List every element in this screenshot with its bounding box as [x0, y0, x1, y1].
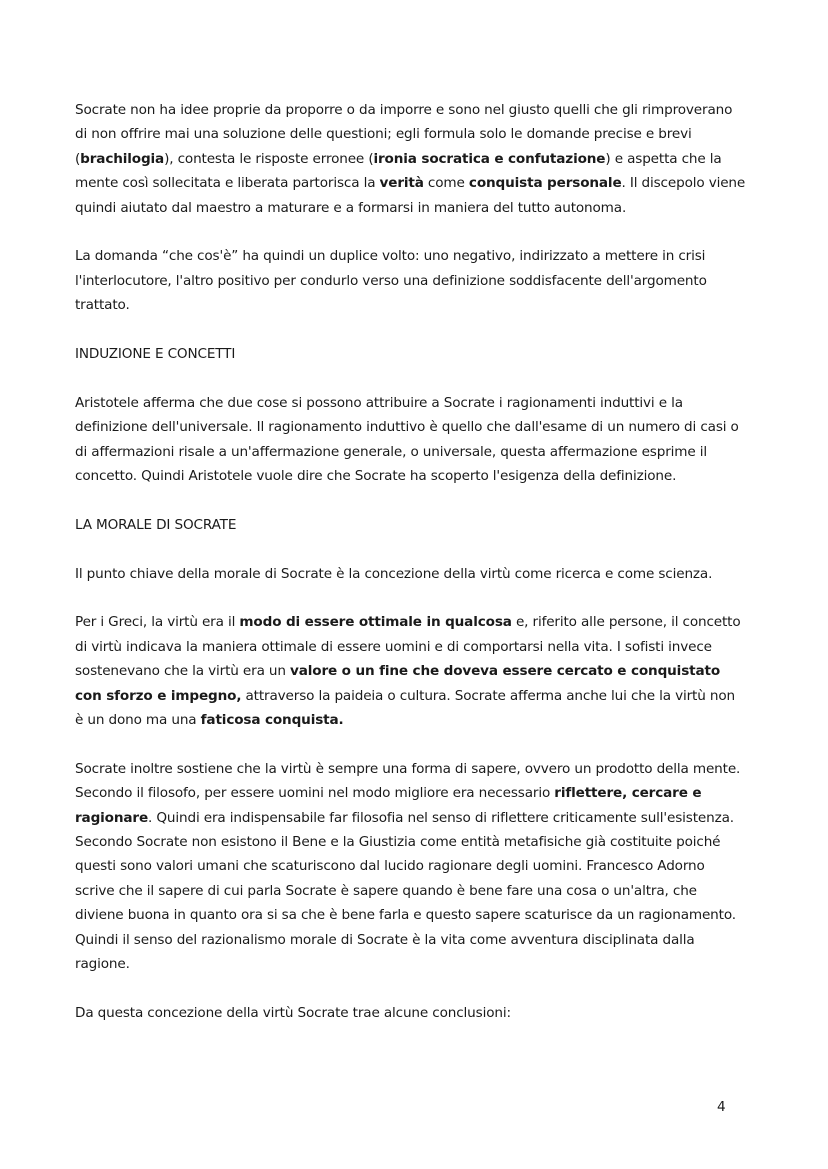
text-span: Socrate inoltre sostiene che la virtù è sempre una forma di sapere, ovvero un prodotto della mente. Secondo il filosofo, per essere uomini nel modo migliore era necessario	[75, 760, 741, 802]
document-page	[75, 98, 747, 1050]
page-number: 4	[717, 1099, 726, 1115]
paragraph-sapere	[75, 757, 747, 977]
text-span: . Quindi era indispensabile far filosofia nel senso di riflettere criticamente sull'esistenza. Secondo Socrate non esistono il Bene e la Giustizia come entità metafisiche già costituite poiché questi sono valori umani che scaturiscono dal lucido ragionare degli uomini. Francesco Adorno scrive che il sapere di cui parla Socrate è sapere quando è bene fare una cosa o un'altra, che diviene buona in quanto ora si sa che è bene farla e questo sapere scaturisce da un ragionamento. Quindi il senso del razionalismo morale di Socrate è la vita come avventura disciplinata dalla ragione.	[75, 809, 736, 973]
paragraph-maieutica	[75, 98, 747, 220]
bold-term-valore: valore o un fine che doveva essere cercato e conquistato con sforzo e impegno,	[75, 663, 721, 704]
paragraph-aristotele: Aristotele afferma che due cose si possono attribuire a Socrate i ragionamenti induttivi e la definizione dell'universale. Il ragionamento induttivo è quello che dall'esame di un numero di casi o di affermazioni risale a un'affermazione generale, o universale, questa affermazione esprime il concetto. Quindi Aristotele vuole dire che Socrate ha scoperto l'esigenza della definizione.	[75, 394, 739, 485]
text-span: . Il discepolo viene quindi aiutato dal maestro a maturare e a formarsi in maniera del tutto autonoma.	[75, 175, 746, 216]
section-heading-induzione: INDUZIONE E CONCETTI	[75, 346, 236, 363]
bold-term-conquista: conquista personale	[468, 175, 622, 192]
bold-term-modo: modo di essere ottimale in qualcosa	[239, 614, 512, 631]
bold-term-ironia: ironia socratica e confutazione	[373, 150, 606, 167]
paragraph-domanda: La domanda “che cos'è” ha quindi un duplice volto: uno negativo, indirizzato a mettere in crisi l'interlocutore, l'altro positivo per condurlo verso una definizione soddisfacente dell'argomento trattato.	[75, 248, 707, 314]
text-span: come	[423, 175, 469, 192]
paragraph-conclusioni: Da questa concezione della virtù Socrate trae alcune conclusioni:	[75, 1004, 511, 1021]
text-span: ) e aspetta che la mente così sollecitata e liberata partorisca la	[75, 150, 722, 192]
text-span: ), contesta le risposte erronee (	[164, 150, 374, 167]
text-span: Socrate non ha idee proprie da proporre o da imporre e sono nel giusto quelli che gli rimproverano di non offrire mai una soluzione delle questioni; egli formula solo le domande precise e brevi (	[75, 102, 733, 167]
bold-term-brachilogia: brachilogia	[80, 150, 165, 167]
text-span: e, riferito alle persone, il concetto di virtù indicava la maniera ottimale di essere uomini e di comportarsi nella vita. I sofisti invece sostenevano che la virtù era un	[75, 614, 741, 680]
section-heading-morale: LA MORALE DI SOCRATE	[75, 516, 237, 533]
paragraph-punto-chiave: Il punto chiave della morale di Socrate è la concezione della virtù come ricerca e come scienza.	[75, 565, 713, 582]
text-span: attraverso la paideia o cultura. Socrate afferma anche lui che la virtù non è un dono ma una	[75, 687, 735, 729]
paragraph-greci	[75, 610, 747, 732]
text-span: Per i Greci, la virtù era il	[75, 614, 240, 631]
bold-term-faticosa: faticosa conquista.	[200, 712, 344, 729]
bold-term-verita: verità	[379, 175, 424, 192]
bold-term-riflettere: riflettere, cercare e ragionare	[75, 785, 702, 826]
